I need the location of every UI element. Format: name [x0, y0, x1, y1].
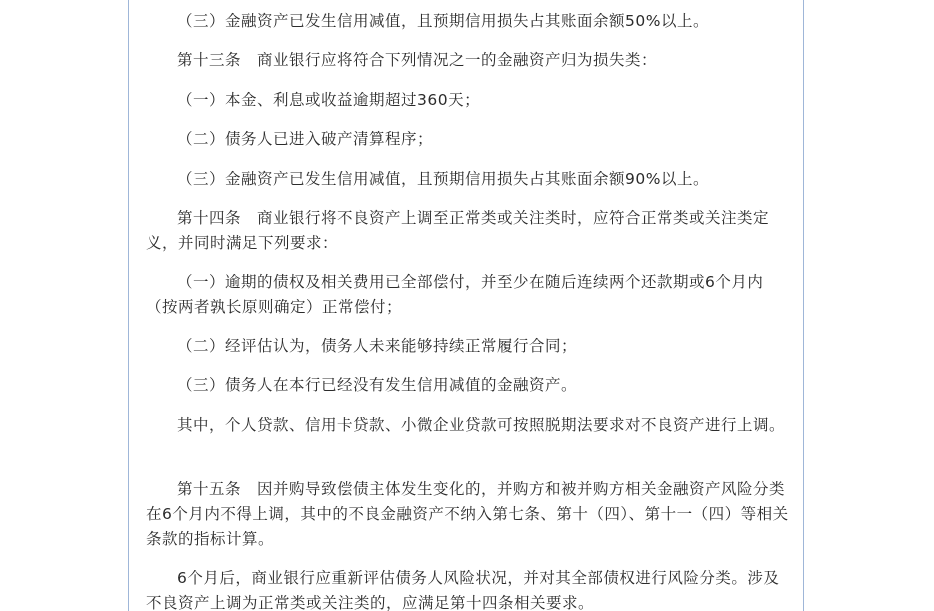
article-13-item-2: （二）债务人已进入破产清算程序； — [177, 130, 434, 148]
article-15-heading: 第十五条 因并购导致偿债主体发生变化的，并购方和被并购方相关金融资产风险分类在6个月内不得上调，其中的不良金融资产不纳入第七条、第十（四）、第十一（四）等相关条款的指标计算。 — [146, 480, 789, 548]
article-14-item-3: （三）债务人在本行已经没有发生信用减值的金融资产。 — [177, 376, 578, 394]
article-14-heading: 第十四条 商业银行将不良资产上调至正常类或关注类时，应符合正常类或关注类定义，并同时满足下列要求： — [146, 209, 770, 252]
article-14-item-1: （一）逾期的债权及相关费用已全部偿付，并至少在随后连续两个还款期或6个月内（按两者孰长原则确定）正常偿付； — [146, 273, 764, 316]
article-14-note: 其中，个人贷款、信用卡贷款、小微企业贷款可按照脱期法要求对不良资产进行上调。 — [177, 416, 786, 434]
article-13-heading: 第十三条 商业银行应将符合下列情况之一的金融资产归为损失类： — [177, 51, 658, 69]
article-15-followup: 6个月后，商业银行应重新评估债务人风险状况，并对其全部债权进行风险分类。涉及不良资产上调为正常类或关注类的，应满足第十四条相关要求。 — [146, 569, 780, 611]
article-14-item-2: （二）经评估认为，债务人未来能够持续正常履行合同； — [177, 337, 578, 355]
article-13-item-1: （一）本金、利息或收益逾期超过360天； — [177, 91, 481, 109]
paragraph-item-3-of-article-12: （三）金融资产已发生信用减值，且预期信用损失占其账面余额50%以上。 — [177, 12, 709, 30]
article-13-item-3: （三）金融资产已发生信用减值，且预期信用损失占其账面余额90%以上。 — [177, 170, 709, 188]
